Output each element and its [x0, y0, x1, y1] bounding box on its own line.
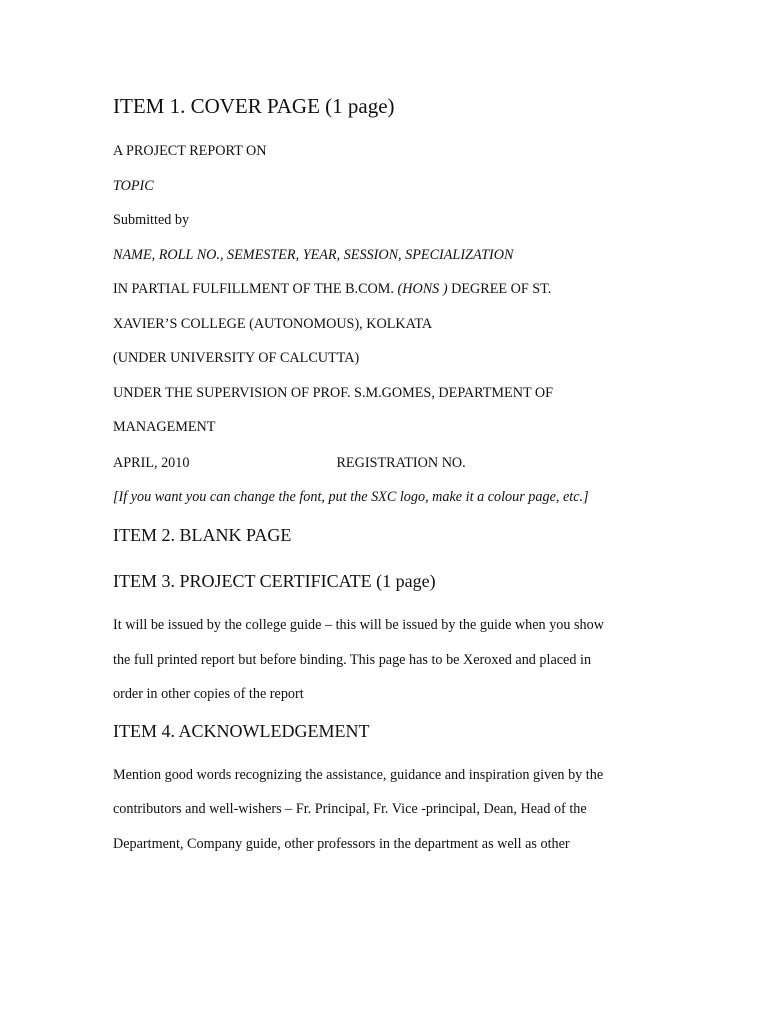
topic-line: TOPIC — [113, 178, 154, 194]
item1-heading: ITEM 1. COVER PAGE (1 page) — [113, 94, 395, 118]
item2-heading: ITEM 2. BLANK PAGE — [113, 525, 292, 545]
item4-heading: ITEM 4. ACKNOWLEDGEMENT — [113, 721, 370, 741]
item3-heading: ITEM 3. PROJECT CERTIFICATE (1 page) — [113, 571, 436, 591]
fulfillment-text-b: DEGREE OF ST. — [451, 281, 552, 297]
university-line: (UNDER UNIVERSITY OF CALCUTTA) — [113, 350, 360, 366]
fulfillment-text-a: IN PARTIAL FULFILLMENT OF THE B.COM. — [113, 281, 394, 297]
date-registration-line — [113, 454, 466, 472]
supervision-line: UNDER THE SUPERVISION OF PROF. S.M.GOMES, DEPARTMENT OF — [113, 385, 554, 401]
item3-body-line: the full printed report but before binding. This page has to be Xeroxed and placed in — [113, 652, 592, 668]
item4-body-line: Mention good words recognizing the assistance, guidance and inspiration given by the — [113, 767, 604, 783]
college-line: XAVIER’S COLLEGE (AUTONOMOUS), KOLKATA — [113, 316, 433, 332]
item3-body-line: It will be issued by the college guide – this will be issued by the guide when you show — [113, 617, 604, 633]
management-line: MANAGEMENT — [113, 419, 216, 435]
submitted-by-line: Submitted by — [113, 212, 190, 228]
fulfillment-hons: (HONS ) — [397, 281, 448, 297]
item4-body-line: Department, Company guide, other professors in the department as well as other — [113, 836, 570, 852]
fulfillment-line — [113, 280, 551, 298]
date-text: APRIL, 2010 — [113, 455, 190, 471]
name-details-line: NAME, ROLL NO., SEMESTER, YEAR, SESSION, SPECIALIZATION — [113, 247, 514, 263]
format-note-line: [If you want you can change the font, put the SXC logo, make it a colour page, etc.] — [113, 489, 589, 505]
item3-body-line: order in other copies of the report — [113, 686, 304, 702]
item4-body-line: contributors and well-wishers – Fr. Principal, Fr. Vice -principal, Dean, Head of the — [113, 801, 587, 817]
project-report-line: A PROJECT REPORT ON — [113, 143, 267, 159]
registration-text: REGISTRATION NO. — [336, 455, 466, 471]
